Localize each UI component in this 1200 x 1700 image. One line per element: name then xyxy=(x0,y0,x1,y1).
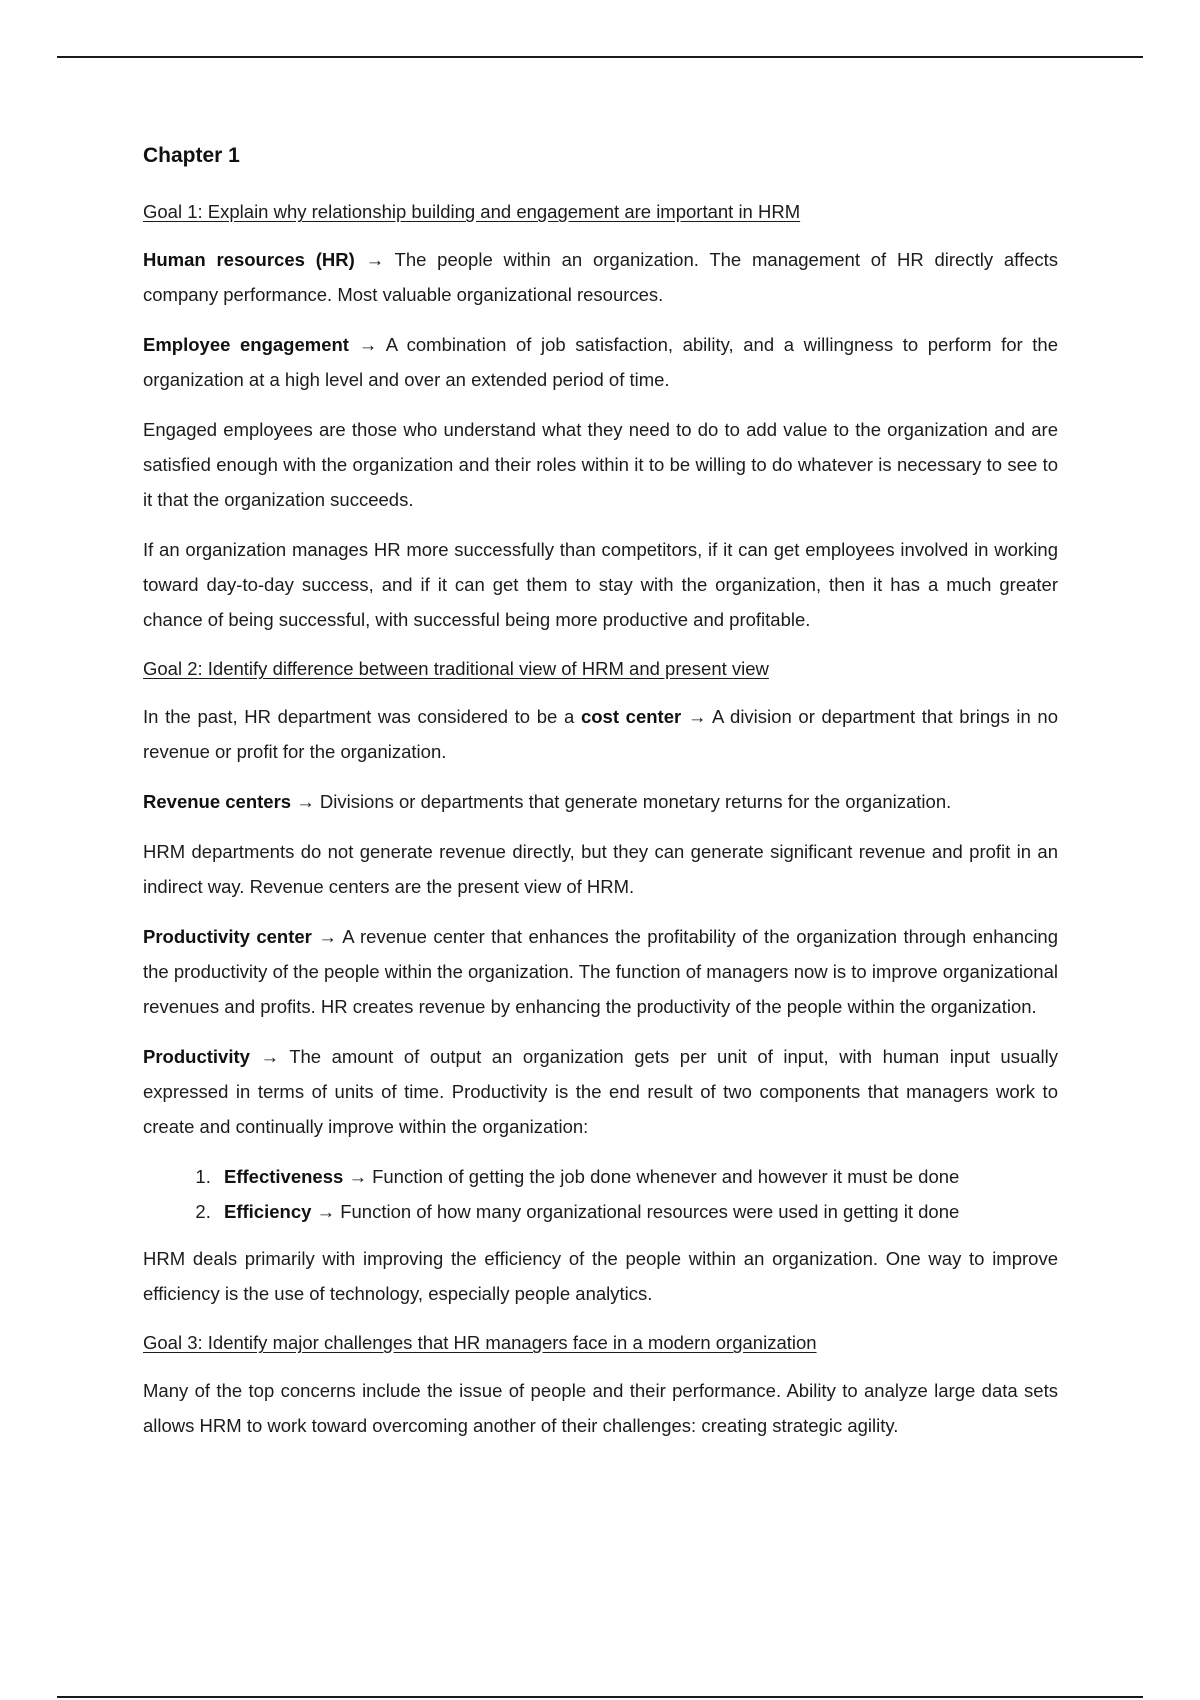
definition-revenue-centers xyxy=(143,784,1058,819)
definition-productivity-center xyxy=(143,919,1058,1024)
arrow-icon: → xyxy=(358,334,378,355)
definition-human-resources xyxy=(143,242,1058,312)
list-item xyxy=(216,1194,1058,1229)
paragraph-hrm-departments: HRM departments do not generate revenue directly, but they can generate significant revenue and profit in an indirect way. Revenue centers are the present view of HRM. xyxy=(143,841,1058,897)
definition-text: The people within an organization. The management of HR directly affects company performance. Most valuable organizational resources. xyxy=(143,249,1059,305)
term-effectiveness: Effectiveness xyxy=(224,1166,344,1187)
term-revenue-centers: Revenue centers xyxy=(143,791,292,812)
paragraph-cost-center xyxy=(143,699,1058,769)
arrow-icon: → xyxy=(687,706,707,727)
arrow-icon: → xyxy=(260,1046,279,1067)
definition-text: Function of getting the job done whenever and however it must be done xyxy=(372,1166,960,1187)
term-employee-engagement: Employee engagement xyxy=(143,334,349,355)
term-productivity: Productivity xyxy=(143,1046,250,1067)
paragraph-engaged-employees: Engaged employees are those who understand what they need to do to add value to the organization and are satisfied enough with the organization and their roles within it to be willing to do whatever is necessary to see to it that the organization succeeds. xyxy=(143,419,1058,510)
definition-text: A revenue center that enhances the profitability of the organization through enhancing the productivity of the people within the organization. The function of managers now is to improve organizational revenues and profits. HR creates revenue by enhancing the productivity of the people within the organization. xyxy=(143,926,1059,1017)
goal-3-heading: Goal 3: Identify major challenges that HR managers face in a modern organization xyxy=(143,1332,817,1353)
definition-productivity xyxy=(143,1039,1058,1144)
list-item xyxy=(216,1159,1058,1194)
productivity-components-list xyxy=(143,1159,1058,1229)
term-cost-center: cost center xyxy=(580,706,682,727)
goal-1-heading: Goal 1: Explain why relationship building and engagement are important in HRM xyxy=(143,201,801,222)
term-human-resources: Human resources (HR) xyxy=(143,249,355,270)
header-rule xyxy=(57,56,1143,58)
goal-2-heading: Goal 2: Identify difference between traditional view of HRM and present view xyxy=(143,658,769,679)
term-efficiency: Efficiency xyxy=(224,1201,312,1222)
footer-rule xyxy=(57,1696,1143,1698)
definition-text: Function of how many organizational resources were used in getting it done xyxy=(340,1201,960,1222)
arrow-icon: → xyxy=(318,926,337,947)
definition-text: A combination of job satisfaction, ability, and a willingness to perform for the organization at a high level and over an extended period of time. xyxy=(143,334,1059,390)
chapter-title: Chapter 1 xyxy=(143,144,240,167)
definition-text: A division or department that brings in no revenue or profit for the organization. xyxy=(143,706,1059,762)
document-page xyxy=(143,141,1058,1458)
paragraph-manages-hr: If an organization manages HR more successfully than competitors, if it can get employees involved in working toward day-to-day success, and if it can get them to stay with the organization, then it has a much greater chance of being successful, with successful being more productive and profitable. xyxy=(143,539,1058,630)
arrow-icon: → xyxy=(296,791,315,812)
paragraph-efficiency: HRM deals primarily with improving the efficiency of the people within an organization. One way to improve efficiency is the use of technology, especially people analytics. xyxy=(143,1248,1058,1304)
arrow-icon: → xyxy=(365,249,385,270)
term-productivity-center: Productivity center xyxy=(143,926,312,947)
arrow-icon: → xyxy=(348,1166,367,1187)
paragraph-top-concerns: Many of the top concerns include the issue of people and their performance. Ability to analyze large data sets allows HRM to work toward overcoming another of their challenges: creating strategic agility. xyxy=(143,1380,1058,1436)
definition-text: Divisions or departments that generate monetary returns for the organization. xyxy=(319,791,952,812)
cost-center-prefix: In the past, HR department was considered to be a xyxy=(143,706,575,727)
arrow-icon: → xyxy=(316,1201,336,1222)
definition-employee-engagement xyxy=(143,327,1058,397)
definition-text: The amount of output an organization gets per unit of input, with human input usually expressed in terms of units of time. Productivity is the end result of two components that managers work to create and continually improve within the organization: xyxy=(143,1046,1058,1137)
